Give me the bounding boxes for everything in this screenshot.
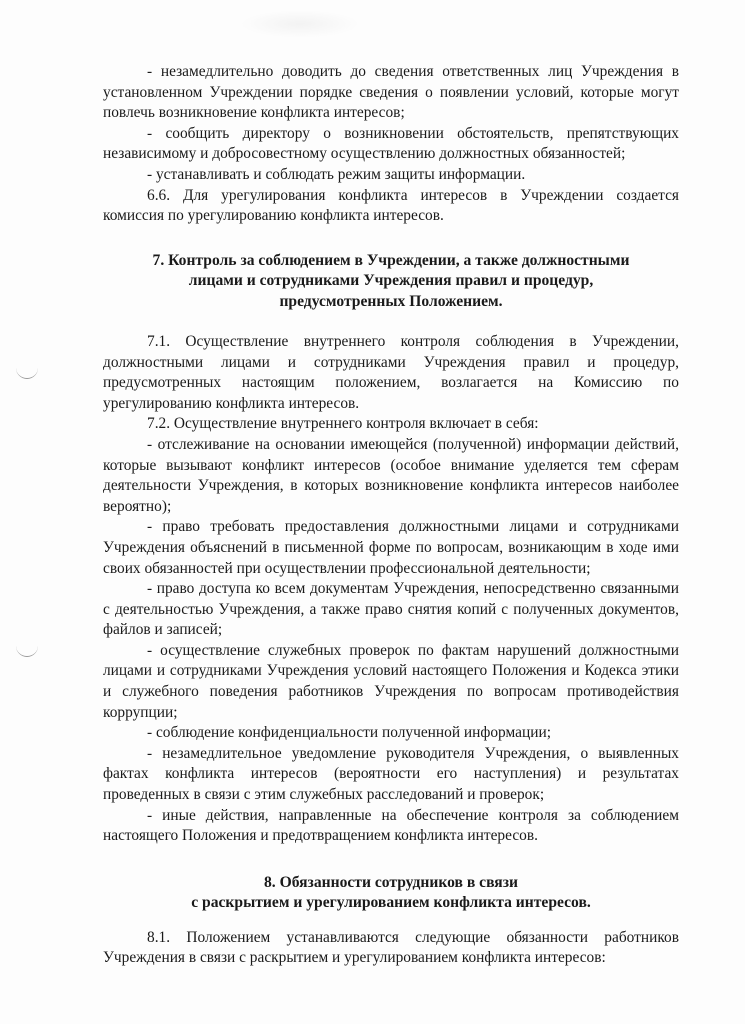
punch-hole-mark xyxy=(16,646,38,657)
heading-line: 7. Контроль за соблюдением в Учреждении, а также должностными xyxy=(152,251,630,269)
paragraph: 7.1. Осуществление внутреннего контроля соблюдения в Учреждении, должностными лицами и сотрудниками Учреждения правил и процедур, предусмотренных настоящим положением, возлагается на Комиссию по урегулированию конфликта интересов. xyxy=(103,332,679,412)
paragraph: - отслеживание на основании имеющейся (полученной) информации действий, которые вызывают конфликт интересов (особое внимание уделяется тем сферам деятельности Учреждения, в которых возникновение конфликта интересов наиболее вероятно); xyxy=(103,435,679,515)
heading-line: предусмотренных Положением. xyxy=(279,292,503,310)
paragraph: 6.6. Для урегулирования конфликта интересов в Учреждении создается комиссия по урегулированию конфликта интересов. xyxy=(103,186,679,225)
heading-line: 8. Обязанности сотрудников в связи xyxy=(263,873,518,891)
document-body xyxy=(103,62,679,969)
paragraph: - незамедлительное уведомление руководителя Учреждения, о выявленных фактах конфликта интересов (вероятности его наступления) и результатах проведенных в связи с этим служебных расследований и проверок; xyxy=(103,744,679,804)
punch-hole-mark xyxy=(16,368,38,379)
paragraph: - право требовать предоставления должностными лицами и сотрудниками Учреждения объяснений в письменной форме по вопросам, возникающим в ходе ими своих обязанностей при осуществлении профессиональной деятельности; xyxy=(103,518,679,577)
scan-smudge xyxy=(240,10,360,38)
paragraph: - соблюдение конфиденциальности полученной информации; xyxy=(147,724,551,742)
paragraph: - сообщить директору о возникновении обстоятельств, препятствующих независимому и добросовестному осуществлению должностных обязанностей; xyxy=(103,124,679,163)
paragraph: 8.1. Положением устанавливаются следующие обязанности работников Учреждения в связи с раскрытием и урегулированием конфликта интересов: xyxy=(103,928,679,967)
paragraph: - осуществление служебных проверок по фактам нарушений должностными лицами и сотрудниками Учреждения условий настоящего Положения и Кодекса этики и служебного поведения работников Учреждения по вопросам противодействия коррупции; xyxy=(103,641,679,721)
paragraph: - устанавливать и соблюдать режим защиты информации. xyxy=(147,165,526,183)
heading-line: лицами и сотрудниками Учреждения правил и процедур, xyxy=(188,272,594,290)
section-8-heading xyxy=(103,873,679,914)
section-7-heading xyxy=(103,251,679,312)
paragraph: - иные действия, направленные на обеспечение контроля за соблюдением настоящего Положения и предотвращением конфликта интересов. xyxy=(103,806,679,845)
paragraph: - незамедлительно доводить до сведения ответственных лиц Учреждения в установленном Учреждении порядке сведения о появлении условий, которые могут повлечь возникновение конфликта интересов; xyxy=(103,63,679,122)
paragraph: 7.2. Осуществление внутреннего контроля включает в себя: xyxy=(147,415,539,433)
paragraph: - право доступа ко всем документам Учреждения, непосредственно связанными с деятельностью Учреждения, а также право снятия копий с полученных документов, файлов и записей; xyxy=(103,580,679,639)
heading-line: с раскрытием и урегулированием конфликта интересов. xyxy=(191,894,591,912)
